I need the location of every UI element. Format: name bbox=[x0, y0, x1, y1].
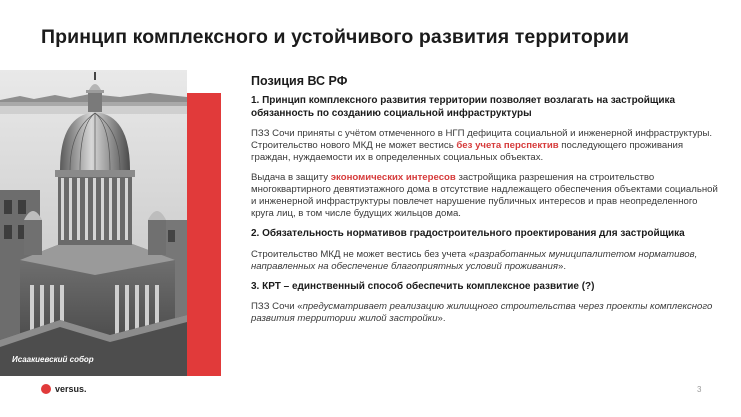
text-run: Строительство МКД не может вестись без учета « bbox=[251, 248, 475, 260]
text-run: ПЗЗ Сочи « bbox=[251, 301, 303, 312]
highlight-text: экономических интересов bbox=[330, 172, 456, 183]
point-3-paragraph bbox=[251, 301, 721, 325]
text-run: Выдача в защиту bbox=[251, 172, 331, 183]
point-1-paragraph-1 bbox=[251, 128, 721, 164]
page-number: 3 bbox=[697, 385, 702, 394]
logo-text: versus. bbox=[55, 384, 87, 394]
versus-logo bbox=[41, 383, 87, 395]
point-1-title: 1. Принцип комплексного развития территории позволяет возлагать на застройщика обязанность по созданию социальной инфраструктуры bbox=[251, 95, 676, 119]
cathedral-photo bbox=[0, 70, 187, 376]
text-run: ». bbox=[437, 313, 446, 324]
photo-caption: Исаакиевский собор bbox=[12, 355, 94, 364]
slide-title: Принцип комплексного и устойчивого развития территории bbox=[41, 26, 630, 48]
text-run: последующего проживания граждан, нуждаемости их в определенных социальных объектах. bbox=[251, 140, 684, 163]
section-heading: Позиция ВС РФ bbox=[251, 74, 348, 88]
italic-quote: предусматривает реализацию жилищного строительства через проекты комплексного развития территории жилой застройки bbox=[251, 301, 713, 324]
text-run: застройщика разрешения на строительство многоквартирного девятиэтажного дома в отсутствие надлежащего обеспечения объектами социальной и инженерной инфраструктуры повлечет нарушение публичных интересов и прав неопределенного круга лиц, в том числе будущих жильцов дома. bbox=[251, 172, 718, 219]
italic-quote: разработанных муниципалитетом нормативов, направленных на обеспечение благоприятных условий проживания bbox=[251, 248, 698, 272]
text-run: ПЗЗ Сочи приняты с учётом отмеченного в НГП дефицита социальной и инженерной инфраструктуры. Строительство нового МКД не может вестись bbox=[251, 128, 713, 151]
logo-dot-icon bbox=[41, 384, 51, 394]
content-column bbox=[251, 74, 721, 325]
highlight-text: без учета перспектив bbox=[456, 140, 559, 151]
point-3-title: 3. КРТ – единственный способ обеспечить комплексное развитие (?) bbox=[251, 280, 595, 292]
point-2-paragraph bbox=[251, 249, 721, 273]
text-run: ». bbox=[558, 260, 567, 272]
point-2-title: 2. Обязательность нормативов градостроительного проектирования для застройщика bbox=[251, 228, 685, 239]
point-1-paragraph-2 bbox=[251, 172, 721, 220]
